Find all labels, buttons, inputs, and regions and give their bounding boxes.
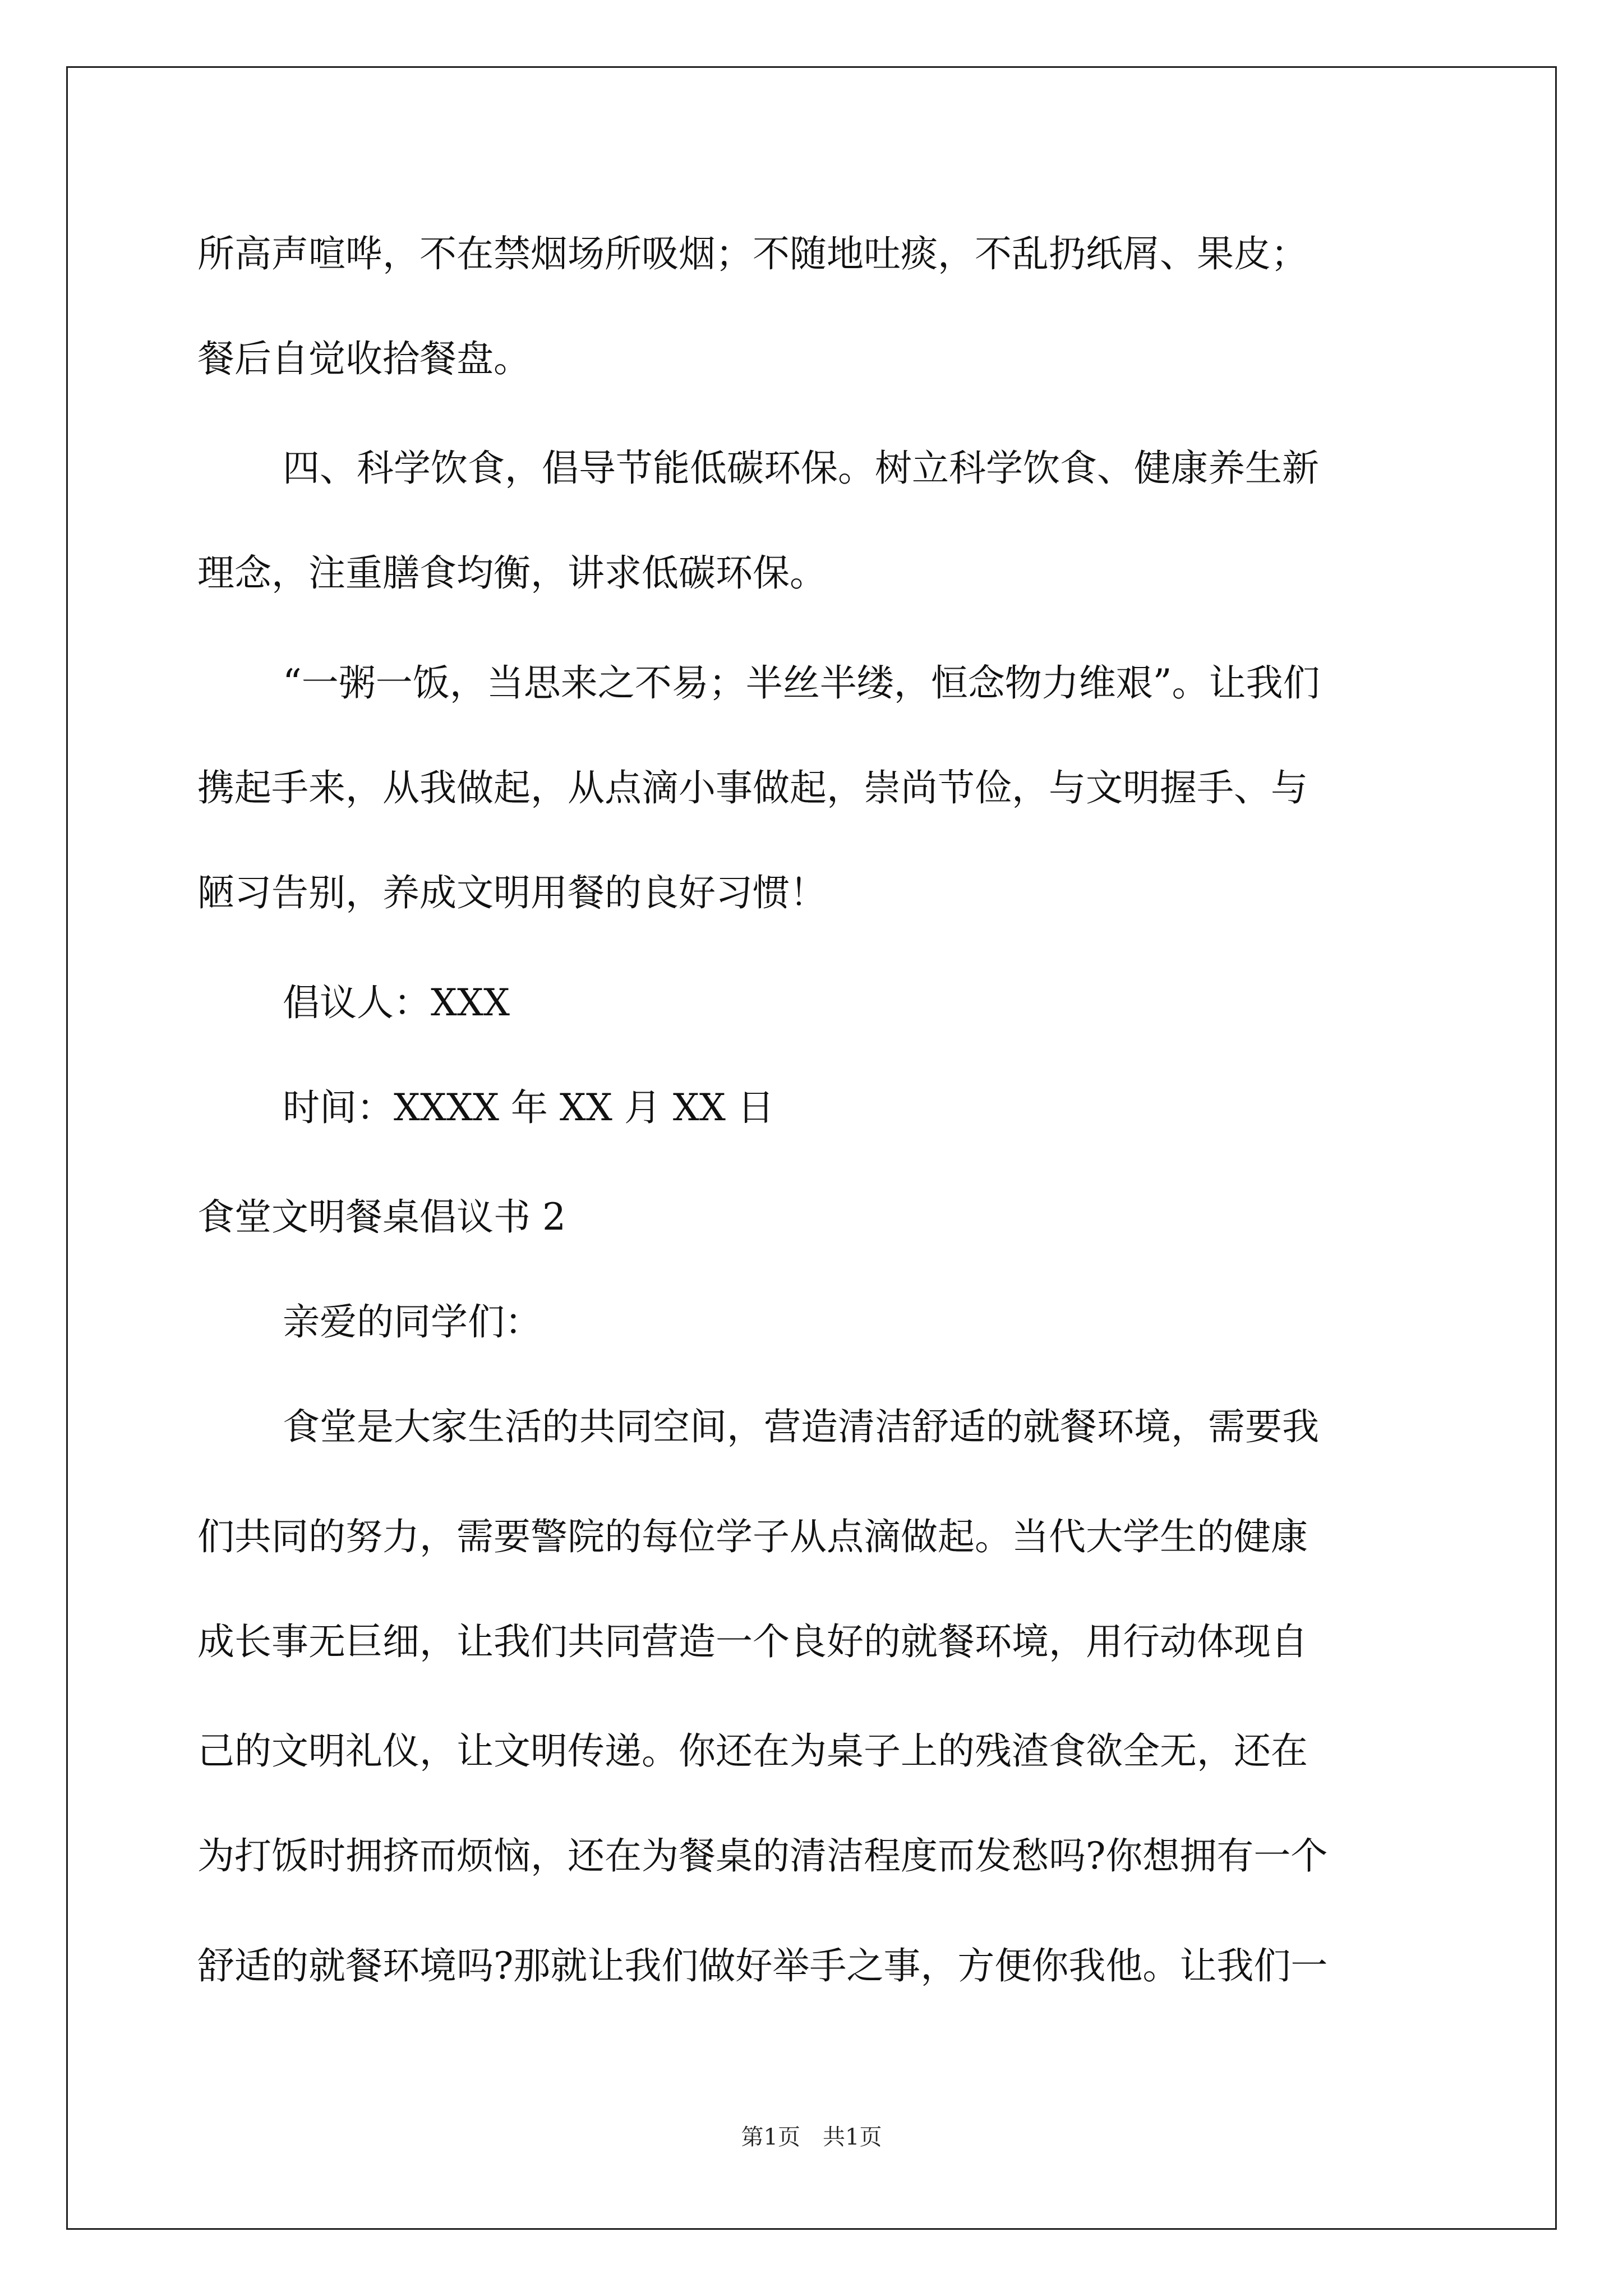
paragraph-start: “一粥一饭，当思来之不易；半丝半缕，恒念物力维艰”。让我们 [283,661,1320,705]
text-line: 们共同的努力，需要警院的每位学子从点滴做起。当代大学生的健康 [197,1515,1308,1558]
text-line: 餐后自觉收拾餐盘。 [197,337,531,380]
section-title: 食堂文明餐桌倡议书 2 [197,1195,566,1239]
page-footer: 第1页 共1页 [741,2124,882,2150]
text-line: 己的文明礼仪，让文明传递。你还在为桌子上的残渣食欲全无，还在 [197,1729,1308,1773]
text-line: 成长事无巨细，让我们共同营造一个良好的就餐环境，用行动体现自 [197,1620,1308,1663]
text-line: 为打饭时拥挤而烦恼，还在为餐桌的清洁程度而发愁吗?你想拥有一个 [197,1834,1328,1878]
date-line: 时间：XXXX 年 XX 月 XX 日 [283,1086,774,1129]
text-line: 理念，注重膳食均衡，讲求低碳环保。 [197,551,827,595]
signature-line: 倡议人：XXX [283,981,510,1024]
text-line: 舒适的就餐环境吗?那就让我们做好举手之事，方便你我他。让我们一 [197,1944,1328,1987]
page-border [66,66,1557,2230]
text-line: 所高声喧哗，不在禁烟场所吸烟；不随地吐痰，不乱扔纸屑、果皮； [197,232,1308,275]
salutation: 亲爱的同学们： [283,1300,542,1343]
text-line: 携起手来，从我做起，从点滴小事做起，崇尚节俭，与文明握手、与 [197,766,1308,809]
paragraph-start: 食堂是大家生活的共同空间，营造清洁舒适的就餐环境，需要我 [283,1405,1319,1448]
text-line: 陋习告别，养成文明用餐的良好习惯！ [197,871,827,914]
paragraph-start: 四、科学饮食，倡导节能低碳环保。树立科学饮食、健康养生新 [283,447,1319,490]
